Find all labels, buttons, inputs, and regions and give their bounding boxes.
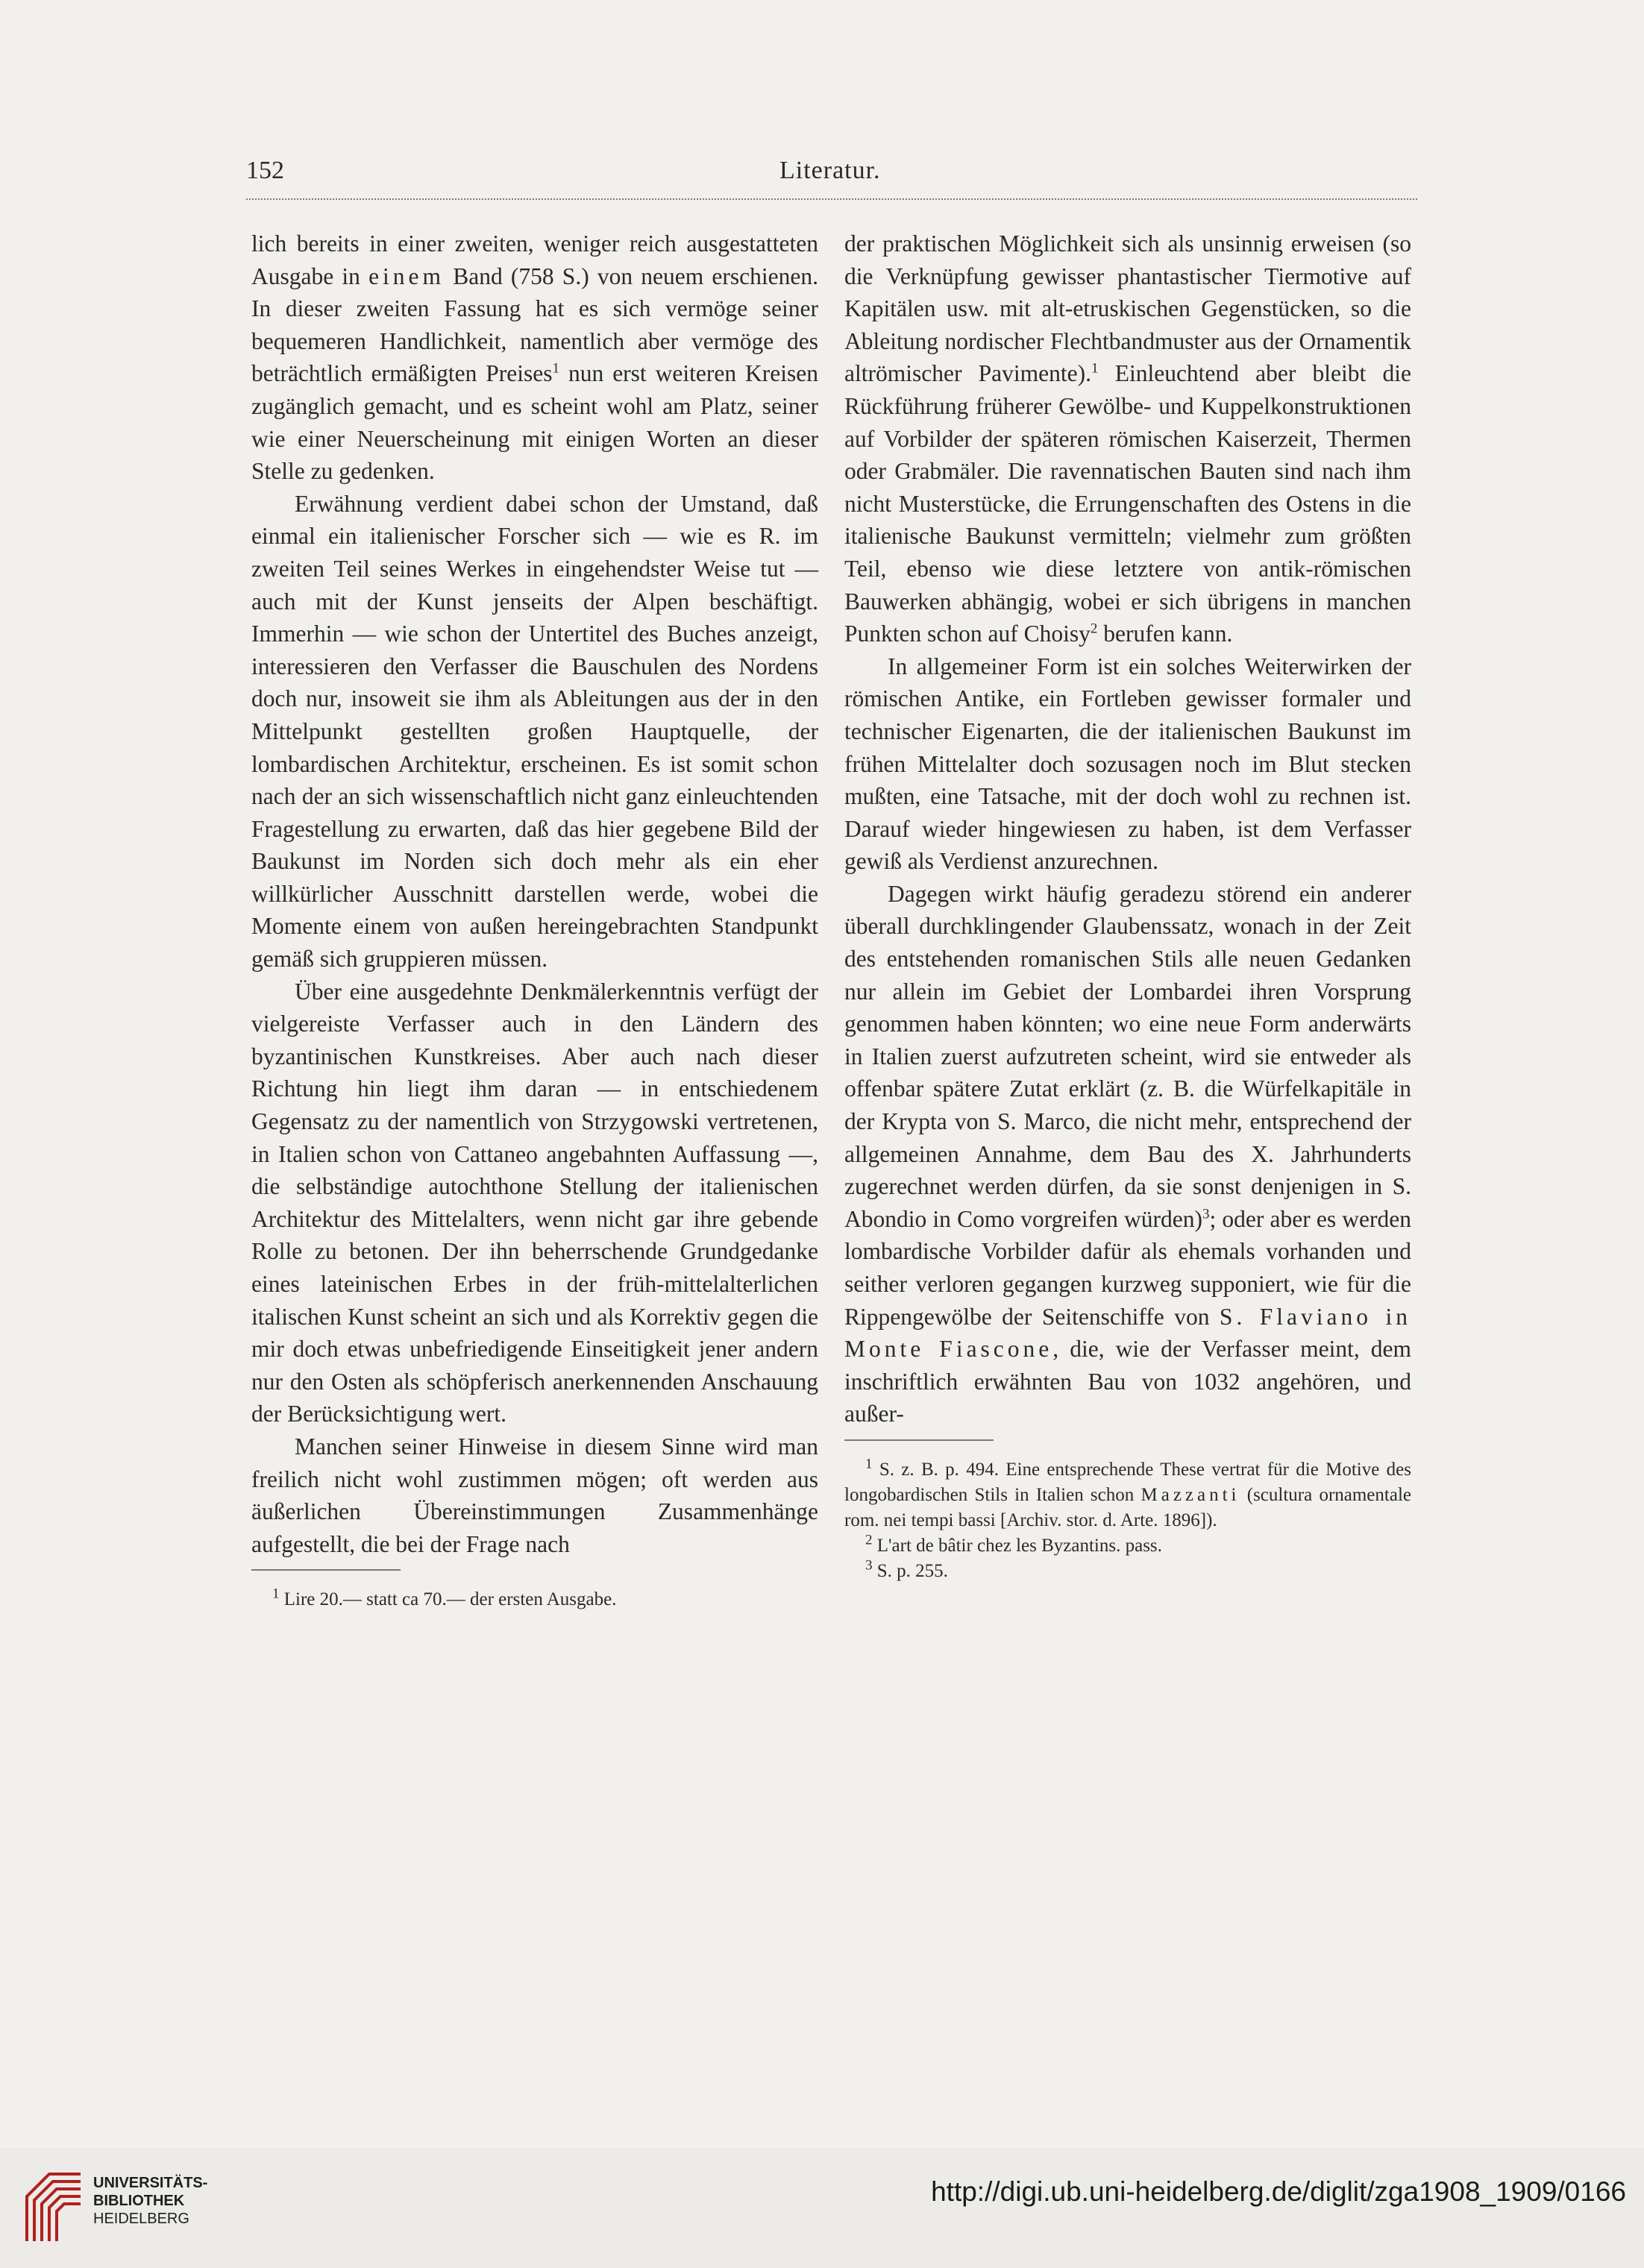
footnote-number: 1 [272, 1586, 280, 1603]
text-run: der praktischen Möglichkeit sich als unsinnig erweisen (so die Verknüpfung gewisser phantastischer Tiermotive auf Kapitälen usw. mit alt-etruskischen Gegenstücken, so die Ableitung nordischer Flechtbandmuster aus der Ornamentik altrömischer Pavimente). [844, 230, 1411, 387]
left-paragraph-2: Erwähnung verdient dabei schon der Umstand, daß einmal ein italienischer Forscher sich — wie es R. im zweiten Teil seines Werkes in eingehendster Weise tut — auch mit der Kunst jenseits der Alpen beschäftigt. Immerhin — wie schon der Untertitel des Buches anzeigt, interessieren den Verfasser die Bauschulen des Nordens doch nur, insoweit sie ihm als Ableitungen aus der in den Mittelpunkt gestellten großen Hauptquelle, der lombardischen Architektur, erscheinen. Es ist somit schon nach der an sich wissenschaftlich nicht ganz einleuchtenden Fragestellung zu erwarten, daß das hier gegebene Bild der Baukunst im Norden sich doch mehr als ein eher willkürlicher Ausschnitt darstellen werde, wobei die Momente einem von außen hereingebrachten Standpunkt gemäß sich gruppieren müssen. [251, 490, 818, 973]
text-run: Dagegen wirkt häufig geradezu störend ein anderer überall durchklingender Glaubenssatz, wonach in der Zeit des entstehenden romanischen Stils alle neuen Gedanken nur allein im Gebiet der Lombardei ihren Vorsprung genommen haben könnten; wo eine neue Form anderwärts in Italien zuerst aufzutreten scheint, wird sie entweder als offenbar spätere Zutat erklärt (z. B. die Würfelkapitäle in der Krypta von S. Marco, die nicht mehr, entsprechend der allgemeinen Annahme, dem Bau des X. Jahrhunderts zugerechnet werden dürfen, da sie sonst denjenigen in S. Abondio in Como vorgreifen würden) [844, 880, 1411, 1232]
logo-line-2: BIBLIOTHEK [93, 2193, 185, 2209]
running-title: Literatur. [779, 157, 881, 184]
right-footnotes [844, 1457, 1411, 1584]
footnote-number: 1 [865, 1456, 873, 1472]
footnote-text: L'art de bâtir chez les Byzantins. pass. [872, 1535, 1162, 1556]
right-paragraph-1 [844, 227, 1411, 650]
footnote-ref: 1 [1091, 360, 1099, 377]
logo-line-3: HEIDELBERG [93, 2211, 189, 2227]
footnote-rule [251, 1569, 401, 1571]
footnote-text: (scultura ornamentale rom. nei tempi bassi [Archiv. stor. d. Arte. 1896]). [844, 1484, 1411, 1530]
footnote-2 [844, 1533, 1411, 1559]
footnote-1 [251, 1587, 818, 1612]
text-run: Band (758 S.) von neuem erschienen. In dieser zweiten Fassung hat es sich vermöge seiner bequemeren Handlichkeit, namentlich aber vermöge des beträchtlich ermäßigten Preises [251, 263, 818, 387]
left-footnotes [251, 1587, 818, 1612]
left-paragraph-4: Manchen seiner Hinweise in diesem Sinne wird man freilich nicht wohl zustimmen mögen; oft werden aus äußerlichen Übereinstimmungen Zusammenhänge aufgestellt, die bei der Frage nach [251, 1433, 818, 1557]
text-run: lich bereits in einer zweiten, weniger reich ausgestatteten Ausgabe in [251, 230, 818, 289]
university-library-logo-icon [19, 2167, 88, 2249]
footnote-text: Lire 20.— statt ca 70.— der ersten Ausgabe. [279, 1589, 617, 1610]
footnote-3 [844, 1559, 1411, 1584]
logo-line-1: UNIVERSITÄTS- [93, 2175, 208, 2191]
right-paragraph-2: In allgemeiner Form ist ein solches Weiterwirken der römischen Antike, ein Fortleben gewisser formaler und technischer Eigenarten, die der italienischen Baukunst im frühen Mittelalter doch sozusagen noch im Blut stecken mußten, eine Tatsache, mit der doch wohl zu rechnen ist. Darauf wieder hingewiesen zu haben, ist dem Verfasser gewiß als Verdienst anzurechnen. [844, 653, 1411, 875]
spaced-emphasis: S. Flaviano in Monte Fiascone [844, 1303, 1411, 1363]
left-paragraph-1 [251, 227, 818, 488]
spaced-emphasis: einem [368, 263, 445, 289]
footnote-ref: 3 [1202, 1206, 1210, 1222]
header-rule [246, 192, 1417, 200]
right-paragraph-3 [844, 878, 1411, 1430]
footnote-ref: 2 [1090, 621, 1098, 637]
spaced-emphasis: Mazzanti [1141, 1484, 1240, 1505]
left-column [251, 227, 818, 1612]
logo-text [93, 2174, 207, 2228]
text-run: nun erst weiteren Kreisen zugänglich gemacht, und es scheint wohl am Platz, seiner wie einer Neuerscheinung mit einigen Worten an dieser Stelle zu gedenken. [251, 360, 818, 485]
text-run: Einleuchtend aber bleibt die Rückführung früherer Gewölbe- und Kuppelkonstruktionen auf Vorbilder der späteren römischen Kaiserzeit, Thermen oder Grabmäler. Die ravennatischen Bauten sind nach ihm nicht Musterstücke, die Errungenschaften des Ostens in die italienische Baukunst vermitteln; vielmehr zum größten Teil, ebenso wie diese letztere von antik-römischen Bauwerken abhängig, wobei er sich übrigens in manchen Punkten schon auf Choisy [844, 360, 1411, 647]
source-url[interactable]: http://digi.ub.uni-heidelberg.de/diglit/zga1908_1909/0166 [931, 2176, 1626, 2207]
footnote-text: S. p. 255. [872, 1560, 948, 1581]
text-run: ; oder aber es werden lombardische Vorbilder dafür als ehemals vorhanden und seither verloren gegangen kurzweg supponiert, wie für die Rippengewölbe der Seitenschiffe von [844, 1205, 1411, 1330]
left-paragraph-3: Über eine ausgedehnte Denkmälerkenntnis verfügt der vielgereiste Verfasser auch in den Ländern des byzantinischen Kunstkreises. Aber auch nach dieser Richtung hin liegt ihm daran — in entschiedenem Gegensatz zu der namentlich von Strzygowski vertretenen, in Italien schon von Cattaneo angebahnten Auffassung —, die selbständige autochthone Stellung der italienischen Architektur des Mittelalters, wenn nicht gar ihre gebende Rolle zu betonen. Der ihn beherrschende Grundgedanke eines lateinischen Erbes in der früh-mittelalterlichen italischen Kunst scheint an sich und als Korrektiv gegen die mir doch etwas unbefriedigende Einseitigkeit jener andern nur den Osten als schöpferisch anerkennenden Anschauung der Berücksichtigung wert. [251, 978, 818, 1427]
page-number: 152 [246, 157, 284, 184]
footnote-number: 2 [865, 1532, 873, 1548]
footnote-text: S. z. B. p. 494. Eine entsprechende These vertrat für die Motive des longobardischen Stils in Italien schon [844, 1459, 1411, 1505]
footnote-rule [844, 1439, 994, 1441]
page-header [246, 157, 1417, 194]
footnote-number: 3 [865, 1557, 873, 1574]
text-run: berufen kann. [1097, 621, 1233, 647]
text-run: , die, wie der Verfasser meint, dem inschriftlich erwähnten Bau von 1032 angehören, und außer- [844, 1336, 1411, 1427]
footnote-1 [844, 1457, 1411, 1533]
right-column [844, 227, 1411, 1584]
footnote-ref: 1 [552, 360, 560, 377]
footer-bar [0, 2148, 1644, 2268]
